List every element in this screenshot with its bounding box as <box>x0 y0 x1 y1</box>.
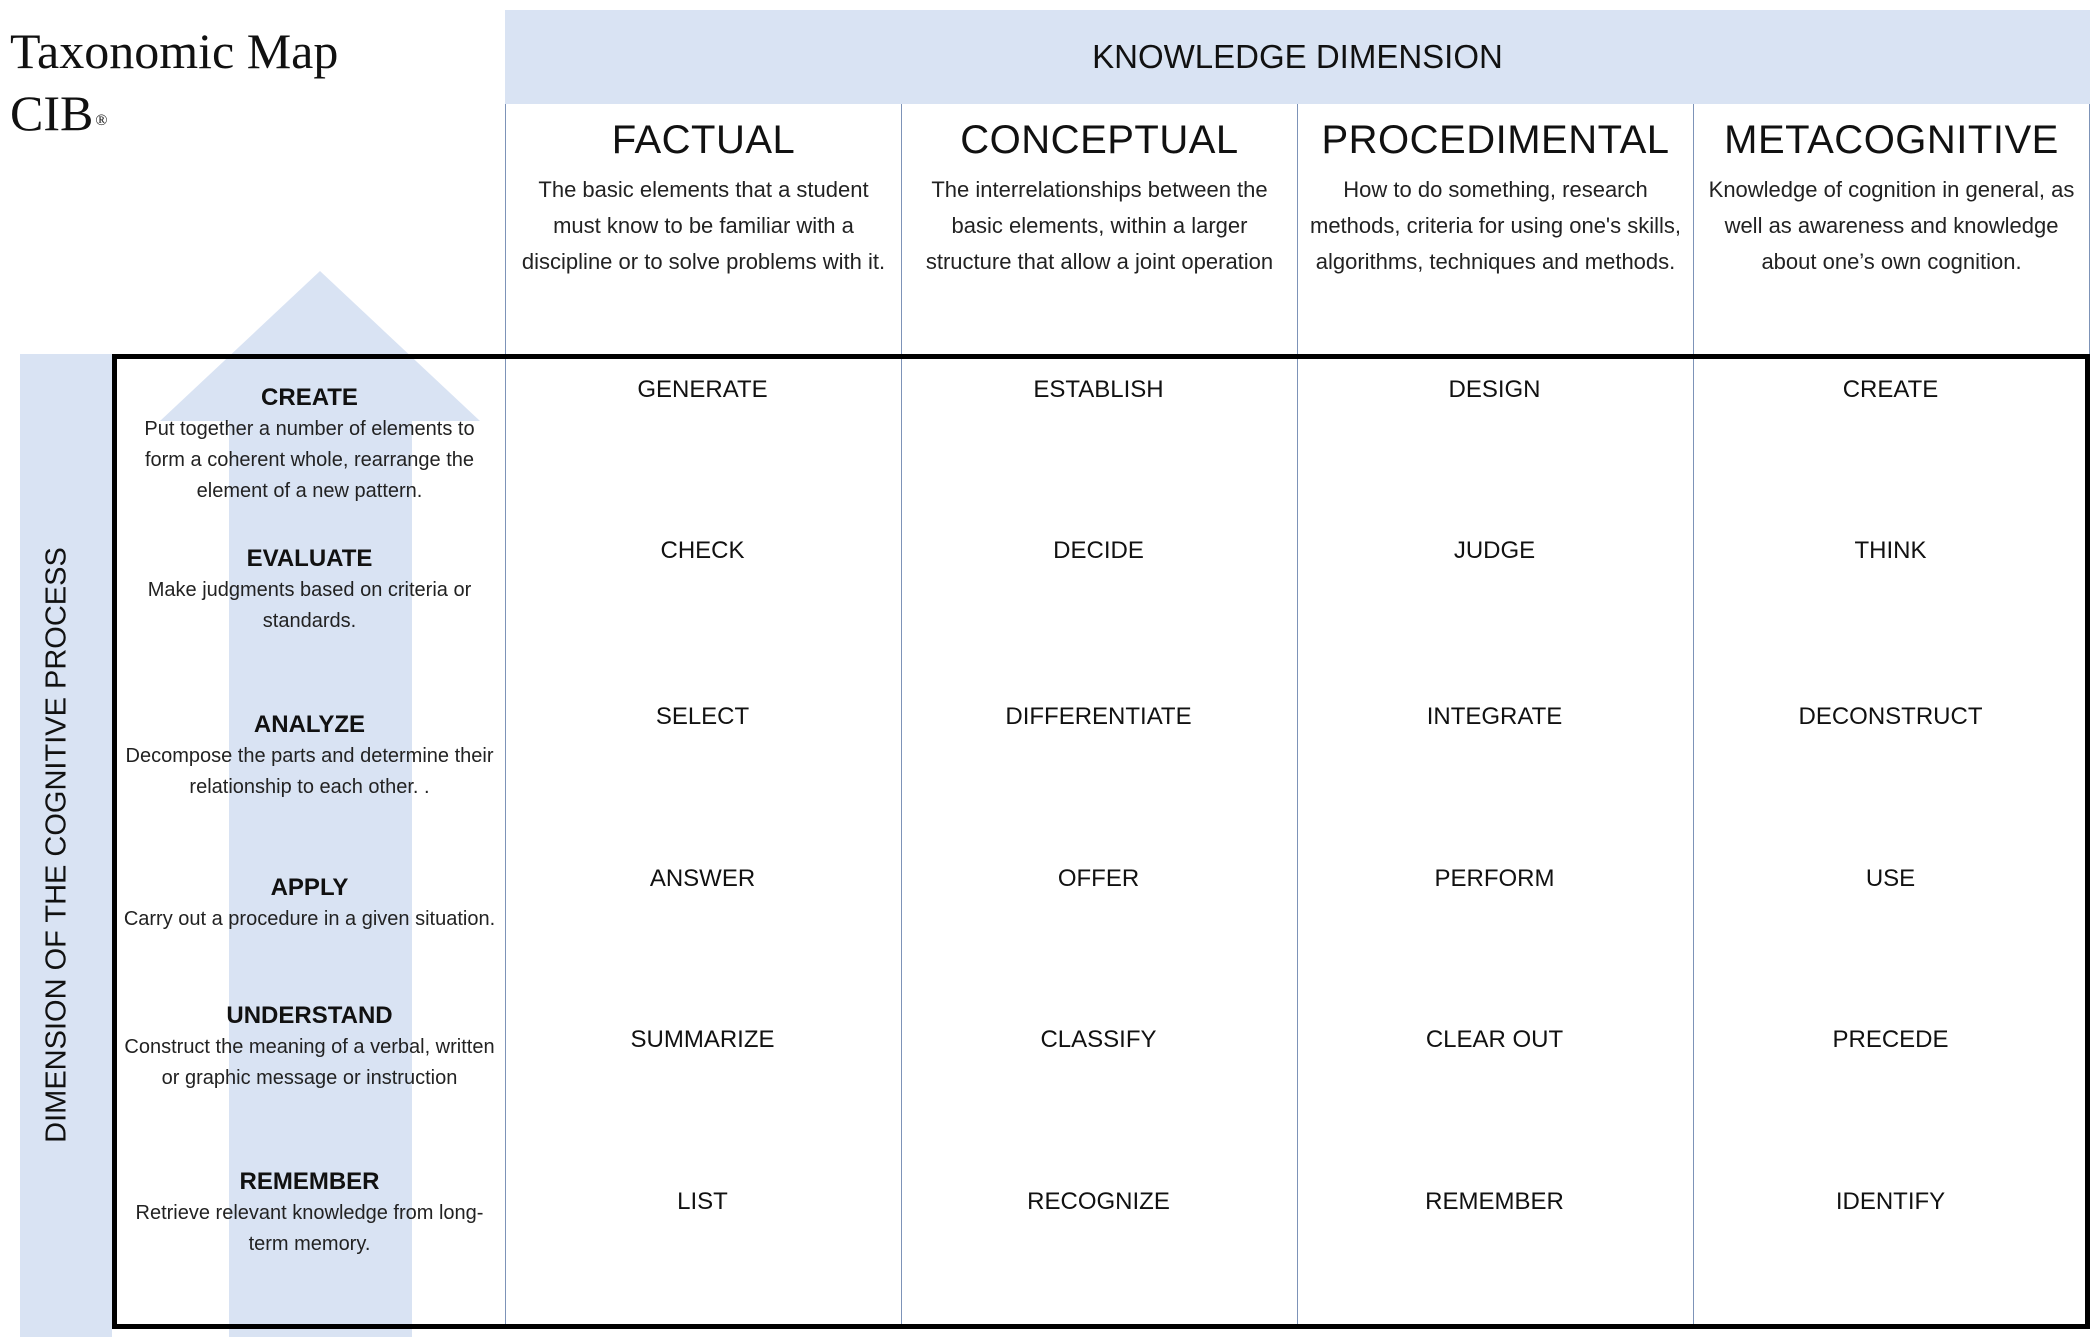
level-description: Make judgments based on criteria or standards. <box>147 579 472 632</box>
cell-remember-metacognitive: IDENTIFY <box>1835 1188 1946 1215</box>
column-title: CONCEPTUAL <box>960 118 1239 162</box>
level-description: Put together a number of elements to form a coherent whole, rearrange the element of a new pattern. <box>144 418 475 502</box>
column-description: The basic elements that a student must know to be familiar with a discipline or to solve problems with it. <box>521 177 886 274</box>
level-name: ANALYZE <box>253 711 366 738</box>
cell-understand-metacognitive: PRECEDE <box>1832 1026 1949 1053</box>
column-header-factual <box>505 104 901 354</box>
cell-understand-conceptual: CLASSIFY <box>1040 1026 1157 1053</box>
column-header-metacognitive <box>1693 104 2090 354</box>
cell-create-procedimental: DESIGN <box>1448 376 1541 403</box>
cell-analyze-factual: SELECT <box>655 703 750 730</box>
column-description: Knowledge of cognition in general, as well as awareness and knowledge about one’s own cognition. <box>1708 177 2075 274</box>
cell-evaluate-conceptual: DECIDE <box>1053 537 1144 564</box>
column-header-procedimental <box>1297 104 1693 354</box>
level-name: EVALUATE <box>246 545 373 572</box>
cell-apply-procedimental: PERFORM <box>1434 865 1555 892</box>
level-description: Decompose the parts and determine their relationship to each other. . <box>125 745 494 798</box>
cell-analyze-conceptual: DIFFERENTIATE <box>1005 703 1192 730</box>
cell-evaluate-factual: CHECK <box>660 537 745 564</box>
cell-understand-factual: SUMMARIZE <box>630 1026 775 1053</box>
level-name: UNDERSTAND <box>226 1002 393 1029</box>
cell-create-factual: GENERATE <box>637 376 768 403</box>
level-name: CREATE <box>261 384 358 411</box>
page-title <box>10 20 338 144</box>
cell-apply-factual: ANSWER <box>649 865 756 892</box>
level-name: REMEMBER <box>239 1168 380 1195</box>
title-line-1: Taxonomic Map <box>10 23 339 79</box>
cell-remember-procedimental: REMEMBER <box>1425 1188 1564 1215</box>
level-description: Carry out a procedure in a given situation. <box>123 908 496 930</box>
cell-remember-factual: LIST <box>677 1188 728 1215</box>
cell-analyze-procedimental: INTEGRATE <box>1426 703 1563 730</box>
title-line-2 <box>10 82 338 144</box>
cell-understand-procedimental: CLEAR OUT <box>1425 1026 1564 1053</box>
column-header-conceptual <box>901 104 1297 354</box>
level-description: Construct the meaning of a verbal, written or graphic message or instruction <box>124 1036 495 1089</box>
column-title: FACTUAL <box>611 118 796 162</box>
level-name: APPLY <box>270 874 349 901</box>
level-description: Retrieve relevant knowledge from long-term memory. <box>135 1202 484 1255</box>
cell-create-metacognitive: CREATE <box>1842 376 1939 403</box>
column-description: How to do something, research methods, criteria for using one's skills, algorithms, techniques and methods. <box>1310 177 1682 274</box>
cognitive-dimension-label: DIMENSION OF THE COGNITIVE PROCESS <box>40 547 73 1143</box>
title-brand: CIB <box>10 85 94 141</box>
registered-mark: ® <box>95 112 108 129</box>
column-title: METACOGNITIVE <box>1724 118 2059 162</box>
cell-analyze-metacognitive: DECONSTRUCT <box>1798 703 1983 730</box>
column-title: PROCEDIMENTAL <box>1321 118 1670 162</box>
matrix-border <box>112 354 2090 1329</box>
cell-evaluate-metacognitive: THINK <box>1854 537 1927 564</box>
cell-evaluate-procedimental: JUDGE <box>1453 537 1536 564</box>
knowledge-dimension-label: KNOWLEDGE DIMENSION <box>1092 38 1503 75</box>
cell-apply-metacognitive: USE <box>1865 865 1916 892</box>
cell-create-conceptual: ESTABLISH <box>1033 376 1164 403</box>
cell-apply-conceptual: OFFER <box>1057 865 1140 892</box>
column-description: The interrelationships between the basic elements, within a larger structure that allow a joint operation <box>925 177 1274 274</box>
cell-remember-conceptual: RECOGNIZE <box>1027 1188 1170 1215</box>
